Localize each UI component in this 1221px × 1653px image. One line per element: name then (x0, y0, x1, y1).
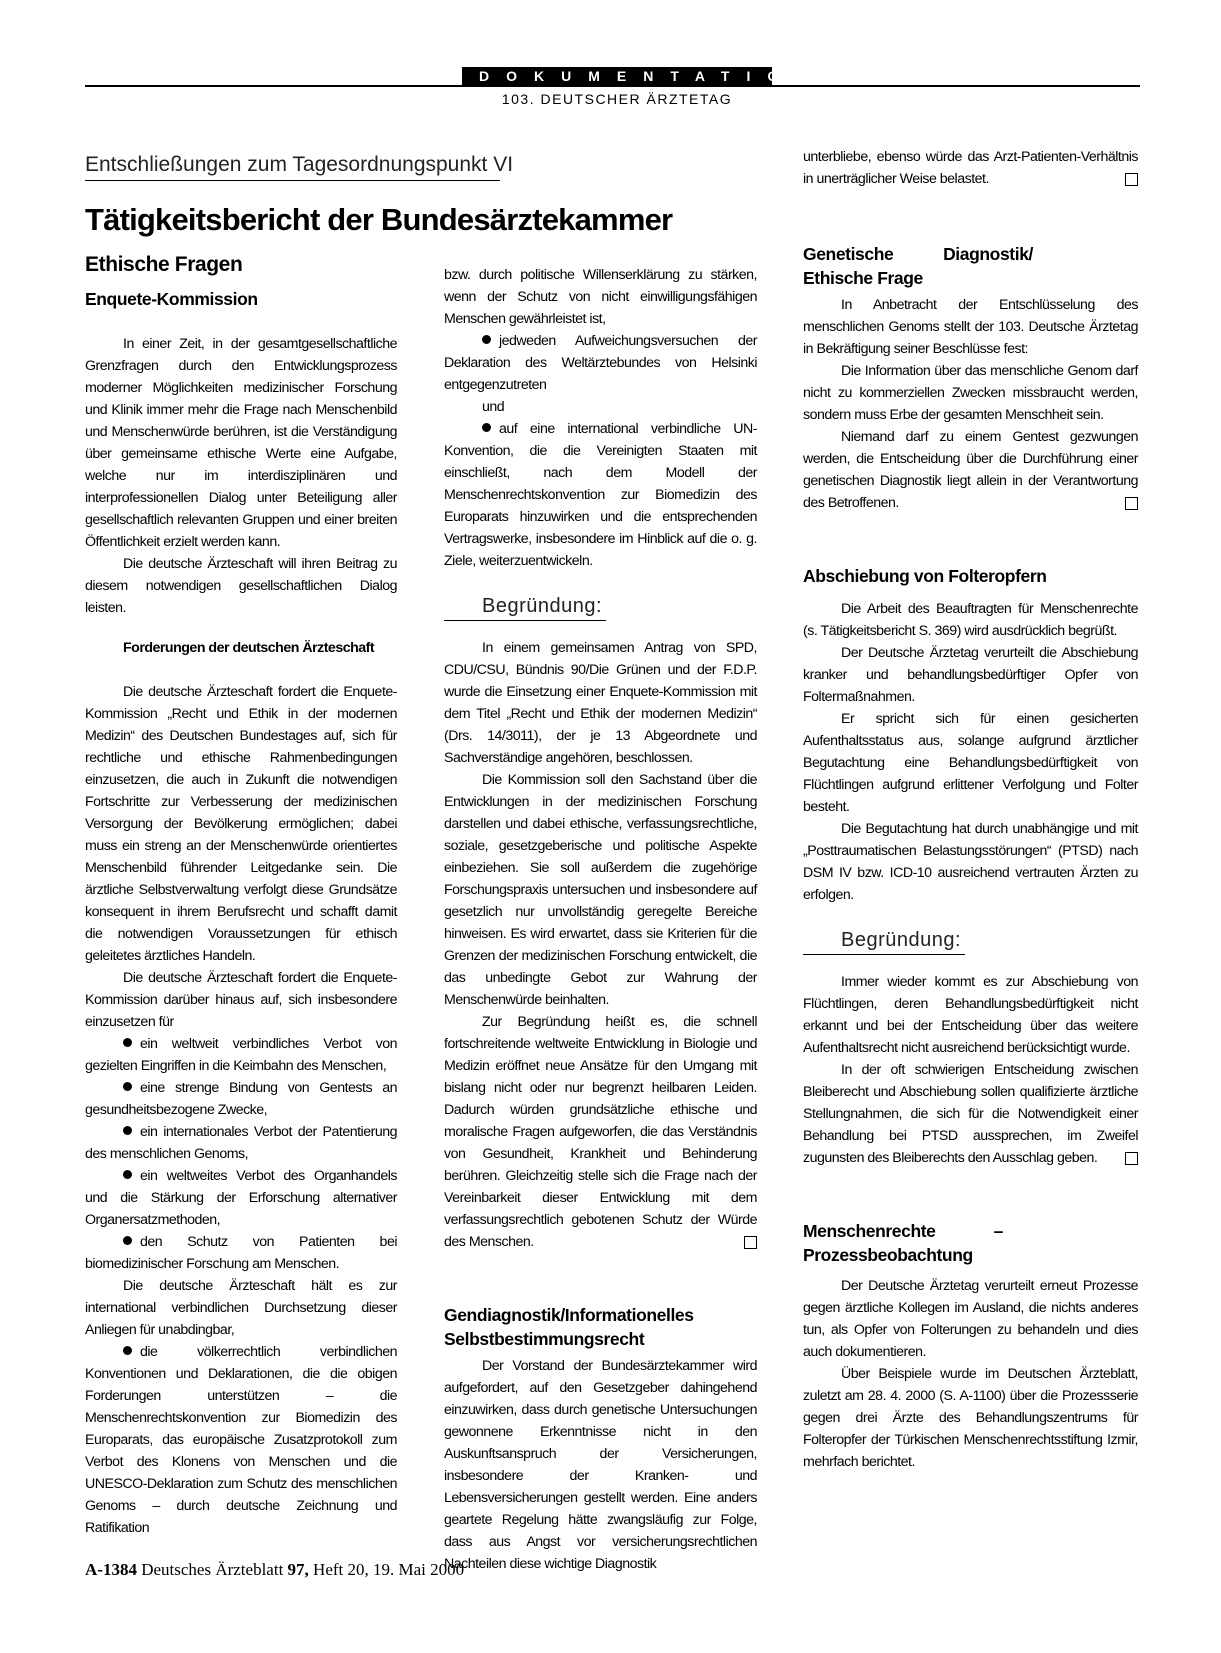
paragraph: Zur Begründung heißt es, die schnell fortschreitende weltweite Entwicklung in Biologie und Medizin eröffnet neue Ansätze für den Umgang mit bislang nicht oder nur begrenzt heilbaren Leiden. Dadurch würden grundsätzliche ethische und moralische Fragen aufgeworfen, die das Verständnis von Gesundheit, Krankheit und Behinderung berühren. Gleichzeitig stelle sich die Frage nach der Vereinbarkeit dieser Entwicklung mit dem verfassungsrechtlich gebotenen Schutz der Würde des Menschen. (444, 1014, 757, 1250)
paragraph: Die deutsche Ärzteschaft hält es zur international verbindlichen Durchsetzung dieser Anliegen für unabdingbar, (85, 1278, 397, 1338)
paragraph: Der Deutsche Ärztetag verurteilt erneut Prozesse gegen ärztliche Kollegen im Ausland, die nichts anderes tun, als Opfer von Folterungen zu behandeln und dies auch dokumentieren. (803, 1278, 1138, 1360)
paragraph: Niemand darf zu einem Gentest gezwungen werden, die Entscheidung über die Durchführung einer genetischen Diagnostik liegt allein in der Verantwortung des Betroffenen. (803, 429, 1138, 511)
bullet-item: ein weltweites Verbot des Organhandels und die Stärkung der Erforschung alternativer Organersatzmethoden, (85, 1168, 397, 1228)
heading-forderungen: Forderungen der deutschen Ärzteschaft (123, 640, 375, 656)
end-mark-icon (1125, 497, 1138, 510)
heading-enquete-kommission: Enquete-Kommission (85, 289, 258, 309)
bullet-dot (123, 1236, 132, 1245)
kicker: Entschließungen zum Tagesordnungspunkt VI (85, 153, 500, 181)
heading-abschiebung: Abschiebung von Folteropfern (803, 566, 1047, 586)
heading-ethische-fragen: Ethische Fragen (85, 253, 243, 276)
bullet-dot (482, 335, 491, 344)
journal-volume: 97, (287, 1560, 309, 1579)
page-title: Tätigkeitsbericht der Bundesärztekammer (85, 202, 673, 237)
paragraph: In einer Zeit, in der gesamtgesellschaftliche Grenzfragen durch den Entwicklungsprozess moderner Möglichkeiten medizinischer Forschung und Klinik immer mehr die Frage nach Menschenbild und Menschenwürde berühren, ist die Verständigung über gemeinsame ethische Werte eine Aufgabe, welche nur im interdisziplinären und interprofessionellen Dialog unter Beteiligung aller gesellschaftlich relevanten Gruppen und einer breiten Öffentlichkeit erzielt werden kann. (85, 336, 397, 550)
column-3 (803, 146, 1138, 1473)
bullet-item: ein weltweit verbindliches Verbot von gezielten Eingriffen in die Keimbahn des Menschen, (85, 1036, 397, 1074)
paragraph: Die Kommission soll den Sachstand über die Entwicklungen in der medizinischen Forschung darstellen und dabei ethische, verfassungsrechtliche, soziale, gesetzgeberische und politische Aspekte einbeziehen. Sie soll außerdem die zugehörige Forschungspraxis untersuchen und insbesondere auf gesetzlich nur unvollständig geregelte Bereiche hinweisen. Es wird erwartet, dass sie Kriterien für die Grenzen der medizinischen Forschung entwickelt, die das unbedingte Gebot zur Wahrung der Menschenwürde beinhalten. (444, 772, 757, 1008)
column-1 (85, 251, 397, 1539)
paragraph: Der Vorstand der Bundesärztekammer wird aufgefordert, auf den Gesetzgeber dahingehend einzuwirken, dass durch genetische Untersuchungen gewonnene Erkenntnisse nicht in den Auskunftsanspruch der Versicherungen, insbesondere der Kranken- und Lebensversicherungen gestellt werden. Eine anders geartete Regelung hätte zwangsläufig zur Folge, dass aus Angst vor versicherungsrechtlichen Nachteilen diese wichtige Diagnostik (444, 1358, 757, 1572)
paragraph: bzw. durch politische Willenserklärung zu stärken, wenn der Schutz von nicht einwilligungsfähigen Menschen gewährleistet ist, (444, 267, 757, 327)
page-number: A-1384 (85, 1560, 137, 1579)
end-mark-icon (744, 1236, 757, 1249)
section-subtitle: 103. DEUTSCHER ÄRZTETAG (501, 91, 733, 107)
journal-issue: Heft 20, 19. Mai 2000 (313, 1560, 465, 1579)
bullet-item: den Schutz von Patienten bei biomedizinischer Forschung am Menschen. (85, 1234, 397, 1272)
begruendung-heading: Begründung: (444, 594, 606, 621)
paragraph: In der oft schwierigen Entscheidung zwischen Bleiberecht und Abschiebung sollen qualifizierte ärztliche Stellungnahmen, die sich für die Notwendigkeit einer Behandlung bei PTSD aussprechen, im Zweifel zugunsten des Bleiberechts den Ausschlag geben. (803, 1062, 1138, 1166)
begruendung-heading: Begründung: (803, 928, 965, 955)
journal-name: Deutsches Ärzteblatt (141, 1560, 284, 1579)
bullet-item: ein internationales Verbot der Patentierung des menschlichen Genoms, (85, 1124, 397, 1162)
bullet-dot (123, 1346, 132, 1355)
paragraph: Die deutsche Ärzteschaft fordert die Enquete-Kommission darüber hinaus auf, sich insbesondere einzusetzen für (85, 970, 397, 1030)
page-footer (85, 1560, 464, 1580)
paragraph: Die Arbeit des Beauftragten für Menschenrechte (s. Tätigkeitsbericht S. 369) wird ausdrücklich begrüßt. (803, 601, 1138, 639)
paragraph: Er spricht sich für einen gesicherten Aufenthaltsstatus aus, solange aufgrund ärztlicher Begutachtung eine Behandlungsbedürftigkeit von Flüchtlingen aufgrund erlittener Verfolgung und Folter besteht. (803, 711, 1138, 815)
end-mark-icon (1125, 173, 1138, 186)
bullet-dot (123, 1126, 132, 1135)
bullet-item: eine strenge Bindung von Gentests an gesundheitsbezogene Zwecke, (85, 1080, 397, 1118)
heading-menschenrechte: Menschenrechte – Prozessbeobachtung (803, 1221, 1003, 1265)
paragraph: Die Information über das menschliche Genom darf nicht zu kommerziellen Zwecken missbraucht werden, sondern muss Erbe der gesamten Menschheit sein. (803, 363, 1138, 423)
bullet-dot (123, 1038, 132, 1047)
paragraph: In Anbetracht der Entschlüsselung des menschlichen Genoms stellt der 103. Deutsche Ärztetag in Bekräftigung seiner Beschlüsse fest: (803, 297, 1138, 357)
end-mark-icon (1125, 1152, 1138, 1165)
paragraph: Die deutsche Ärzteschaft will ihren Beitrag zu diesem notwendigen gesellschaftlichen Dialog leisten. (85, 556, 397, 616)
paragraph-und: und (482, 399, 505, 415)
heading-gendiagnostik: Gendiagnostik/Informationelles Selbstbestimmungsrecht (444, 1305, 694, 1349)
paragraph: Die deutsche Ärzteschaft fordert die Enquete-Kommission „Recht und Ethik in der modernen Medizin“ des Deutschen Bundestages auf, sich für rechtliche und ethische Rahmenbedingungen einzusetzen, die auch in Zukunft die notwendigen Fortschritte zur Verbesserung der medizinischen Versorgung der Bevölkerung ermöglichen; dabei muss ein streng an der Menschenwürde orientiertes Menschenbild führender Leitgedanke sein. Die ärztliche Selbstverwaltung verfolgt diese Grundsätze konsequent in ihrem Berufsrecht und schafft damit die notwendigen Voraussetzungen für ethisch geleitetes ärztliches Handeln. (85, 684, 397, 964)
bullet-item: auf eine international verbindliche UN-Konvention, die die Vereinigten Staaten mit einschließt, nach dem Modell der Menschenrechtskonvention zur Biomedizin des Europarats hinzuwirken und die entsprechenden Vertragswerke, insbesondere im Hinblick auf die o. g. Ziele, weiterzuentwickeln. (444, 421, 757, 569)
section-banner: DOKUMENTATION (462, 67, 772, 86)
bullet-item: jedweden Aufweichungsversuchen der Deklaration des Weltärztebundes von Helsinki entgegenzutreten (444, 333, 757, 393)
column-2 (444, 264, 757, 1575)
paragraph: In einem gemeinsamen Antrag von SPD, CDU/CSU, Bündnis 90/Die Grünen und der F.D.P. wurde die Einsetzung einer Enquete-Kommission mit dem Titel „Recht und Ethik der modernen Medizin“ (Drs. 14/3011), der je 13 Abgeordnete und Sachverständige angehören, beschlossen. (444, 640, 757, 766)
bullet-dot (482, 423, 491, 432)
bullet-item: die völkerrechtlich verbindlichen Konventionen und Deklarationen, die die obigen Forderungen unterstützen – die Menschenrechtskonvention zur Biomedizin des Europarats, das europäische Zusatzprotokoll zum Verbot des Klonens von Menschen und die UNESCO-Deklaration zum Schutz des menschlichen Genoms – durch deutsche Zeichnung und Ratifikation (85, 1344, 397, 1536)
paragraph: Über Beispiele wurde im Deutschen Ärzteblatt, zuletzt am 28. 4. 2000 (S. A-1100) über die Prozessserie gegen drei Ärzte des Behandlungszentrums für Folteropfer der Türkischen Menschenrechtsstiftung Izmir, mehrfach berichtet. (803, 1366, 1138, 1470)
bullet-dot (123, 1082, 132, 1091)
paragraph: unterbliebe, ebenso würde das Arzt-Patienten-Verhältnis in unerträglicher Weise belastet. (803, 149, 1138, 187)
heading-genetische-diagnostik: Genetische Diagnostik/ Ethische Frage (803, 244, 1033, 288)
paragraph: Die Begutachtung hat durch unabhängige und mit „Posttraumatischen Belastungsstörungen“ (PTSD) nach DSM IV bzw. ICD-10 ausreichend vertrauten Ärzten zu erfolgen. (803, 821, 1138, 903)
bullet-dot (123, 1170, 132, 1179)
paragraph: Immer wieder kommt es zur Abschiebung von Flüchtlingen, deren Behandlungsbedürftigkeit nicht erkannt und bei der Entscheidung über das weitere Aufenthaltsrecht nicht ausreichend berücksichtigt wurde. (803, 974, 1138, 1056)
paragraph: Der Deutsche Ärztetag verurteilt die Abschiebung kranker und behandlungsbedürftiger Opfer von Foltermaßnahmen. (803, 645, 1138, 705)
